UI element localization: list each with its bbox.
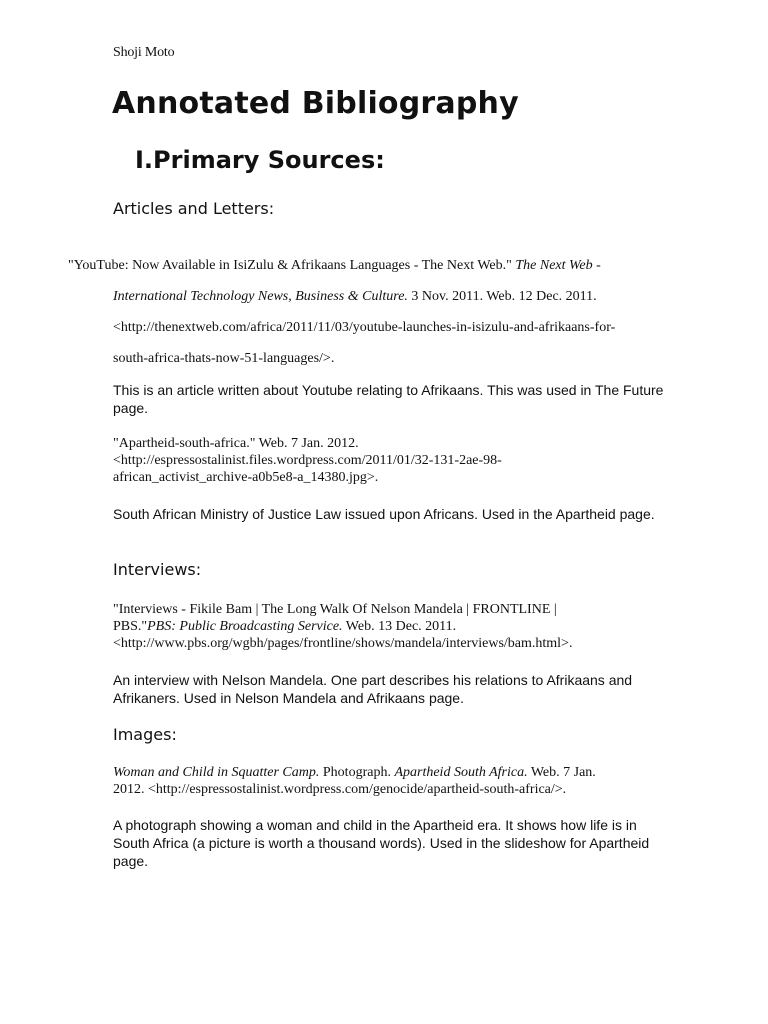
citation-squatter-medium: Photograph. [319, 765, 395, 780]
section-label: Primary Sources: [153, 146, 385, 174]
document-title: Annotated Bibliography [112, 86, 519, 121]
citation-squatter-camp [113, 764, 673, 798]
author-name: Shoji Moto [113, 45, 175, 60]
subheading-interviews [113, 560, 201, 579]
subheading-images-colon: : [171, 725, 177, 744]
citation-youtube-dates: 3 Nov. 2011. Web. 12 Dec. 2011. [407, 289, 597, 304]
citation-squatter-source: Apartheid South Africa. [394, 765, 528, 780]
citation-apartheid-line2: <http://espressostalinist.files.wordpress.com/2011/01/32-131-2ae-98- [113, 453, 502, 468]
citation-squatter-date: Web. 7 Jan. [527, 765, 596, 780]
subheading-interviews-colon: : [195, 560, 202, 579]
subheading-articles-label: Articles and Letters [113, 199, 269, 218]
citation-apartheid-line1: "Apartheid-south-africa." Web. 7 Jan. 2012. [113, 436, 359, 451]
citation-squatter-line2: 2012. <http://espressostalinist.wordpress.com/genocide/apartheid-south-africa/>. [113, 782, 567, 797]
citation-youtube-line1 [68, 250, 668, 281]
citation-youtube-source: The Next Web - [515, 258, 601, 273]
citation-squatter-title: Woman and Child in Squatter Camp. [113, 765, 320, 780]
citation-youtube-url-line2: south-africa-thats-now-51-languages/>. [113, 351, 335, 366]
subheading-images [113, 725, 177, 744]
citation-youtube-line2 [68, 281, 668, 312]
section-number: I. [135, 146, 154, 174]
subheading-images-label: Images [113, 725, 172, 744]
citation-youtube-source-cont: International Technology News, Business & Culture. [113, 289, 408, 304]
citation-interview-source: PBS: Public Broadcasting Service. [147, 619, 343, 634]
section-heading [135, 146, 385, 174]
citation-squatter-line1 [113, 764, 673, 781]
annotation-apartheid: South African Ministry of Justice Law issued upon Africans. Used in the Apartheid page. [113, 506, 655, 522]
annotation-youtube: This is an article written about Youtube relating to Afrikaans. This was used in The Future page. [113, 382, 664, 416]
citation-youtube-url-line1: <http://thenextweb.com/africa/2011/11/03/youtube-launches-in-isizulu-and-afrikaans-for- [113, 320, 616, 335]
subheading-articles-colon: : [268, 199, 275, 218]
annotation-squatter-camp: A photograph showing a woman and child in the Apartheid era. It shows how life is in South Africa (a picture is worth a thousand words). Used in the slideshow for Apartheid page. [113, 817, 650, 869]
citation-interview-pbs: PBS." [113, 619, 148, 634]
subheading-articles [113, 199, 274, 218]
subheading-interviews-label: Interviews [113, 560, 196, 579]
annotation-interview: An interview with Nelson Mandela. One part describes his relations to Afrikaans and Afrikaners. Used in Nelson Mandela and Afrikaans page. [113, 672, 633, 706]
citation-apartheid-image [113, 435, 673, 486]
citation-interview-line2 [113, 618, 673, 635]
citation-interview-url: <http://www.pbs.org/wgbh/pages/frontline/shows/mandela/interviews/bam.html>. [113, 636, 573, 651]
citation-youtube-title: "YouTube: Now Available in IsiZulu & Afrikaans Languages - The Next Web." [68, 258, 516, 273]
citation-interview [113, 601, 673, 652]
citation-interview-date: Web. 13 Dec. 2011. [342, 619, 457, 634]
citation-apartheid-line3: african_activist_archive-a0b5e8-a_14380.jpg>. [113, 470, 379, 485]
citation-interview-line1: "Interviews - Fikile Bam | The Long Walk Of Nelson Mandela | FRONTLINE | [113, 602, 557, 617]
citation-youtube [68, 250, 668, 374]
